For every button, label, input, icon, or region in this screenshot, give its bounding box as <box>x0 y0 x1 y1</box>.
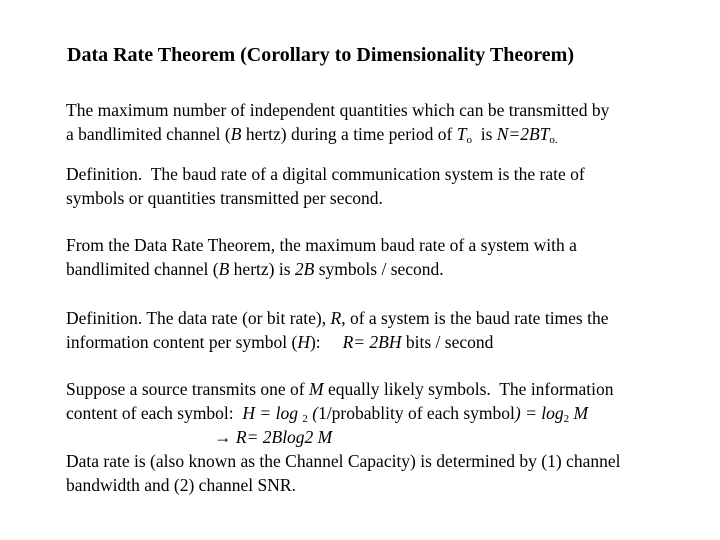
text-span: symbols / second. <box>314 259 444 279</box>
variable-t: T <box>456 124 467 144</box>
text-span: bandlimited channel ( <box>66 259 219 279</box>
text-span: equally likely symbols. The information <box>323 379 614 399</box>
paragraph-line: bandwidth and (2) channel SNR. <box>66 475 296 495</box>
paragraph-line: The maximum number of independent quantities which can be transmitted by <box>66 100 610 120</box>
paragraph-line <box>66 330 711 354</box>
text-span: information content per symbol ( <box>66 332 298 352</box>
subscript-o: o <box>466 134 472 146</box>
text-span: of a system is the baud rate times the <box>345 308 609 328</box>
text-span: ) = log <box>514 403 564 423</box>
right-arrow-icon: → <box>214 427 232 447</box>
formula-n: N=2BT <box>496 124 550 144</box>
text-span: Definition. The data rate (or bit rate), <box>66 308 331 328</box>
formula-r-log: R= 2Blog2 M <box>231 427 333 447</box>
paragraph-baud-rate-definition <box>66 162 711 210</box>
text-span: hertz) during a time period of <box>241 124 457 144</box>
paragraph-line: From the Data Rate Theorem, the maximum baud rate of a system with a <box>66 235 577 255</box>
formula-h: H = log <box>242 403 303 423</box>
text-span: content of each symbol: <box>66 403 243 423</box>
paragraph-line <box>66 306 711 330</box>
text-span: ): <box>309 332 343 352</box>
paragraph-line: symbols or quantities transmitted per second. <box>66 188 383 208</box>
formula-r: R= 2BH <box>342 332 402 352</box>
paragraph-data-rate-definition <box>66 306 711 354</box>
paragraph-line <box>66 122 711 146</box>
text-span: bits / second <box>401 332 494 352</box>
formula-2b: 2B <box>294 259 315 279</box>
variable-m: M <box>569 403 589 423</box>
paragraph-information-content <box>66 377 711 497</box>
variable-b: B <box>218 259 230 279</box>
variable-b: B <box>230 124 242 144</box>
text-span: is <box>471 124 497 144</box>
variable-r: R, <box>330 308 346 328</box>
paragraph-max-baud-rate <box>66 233 711 281</box>
text-span: Suppose a source transmits one of <box>66 379 310 399</box>
text-span: a bandlimited channel ( <box>66 124 231 144</box>
paragraph-line <box>66 377 711 401</box>
paragraph-line: Data rate is (also known as the Channel Capacity) is determined by (1) channel <box>66 451 621 471</box>
text-span: ( <box>307 403 319 423</box>
paragraph-line <box>66 401 711 425</box>
text-span: hertz) is <box>229 259 295 279</box>
subscript-2: 2 <box>302 413 308 425</box>
paragraph-max-quantities <box>66 98 711 146</box>
slide-title: Data Rate Theorem (Corollary to Dimensionality Theorem) <box>67 44 574 66</box>
subscript-2: 2 <box>563 413 570 425</box>
variable-m: M <box>309 379 324 399</box>
paragraph-line <box>66 425 711 449</box>
paragraph-line <box>66 257 711 281</box>
subscript-o: o. <box>549 134 558 146</box>
variable-h: H <box>297 332 310 352</box>
paragraph-line: Definition. The baud rate of a digital communication system is the rate of <box>66 164 585 184</box>
text-span: 1/probablity of each symbol <box>318 403 515 423</box>
